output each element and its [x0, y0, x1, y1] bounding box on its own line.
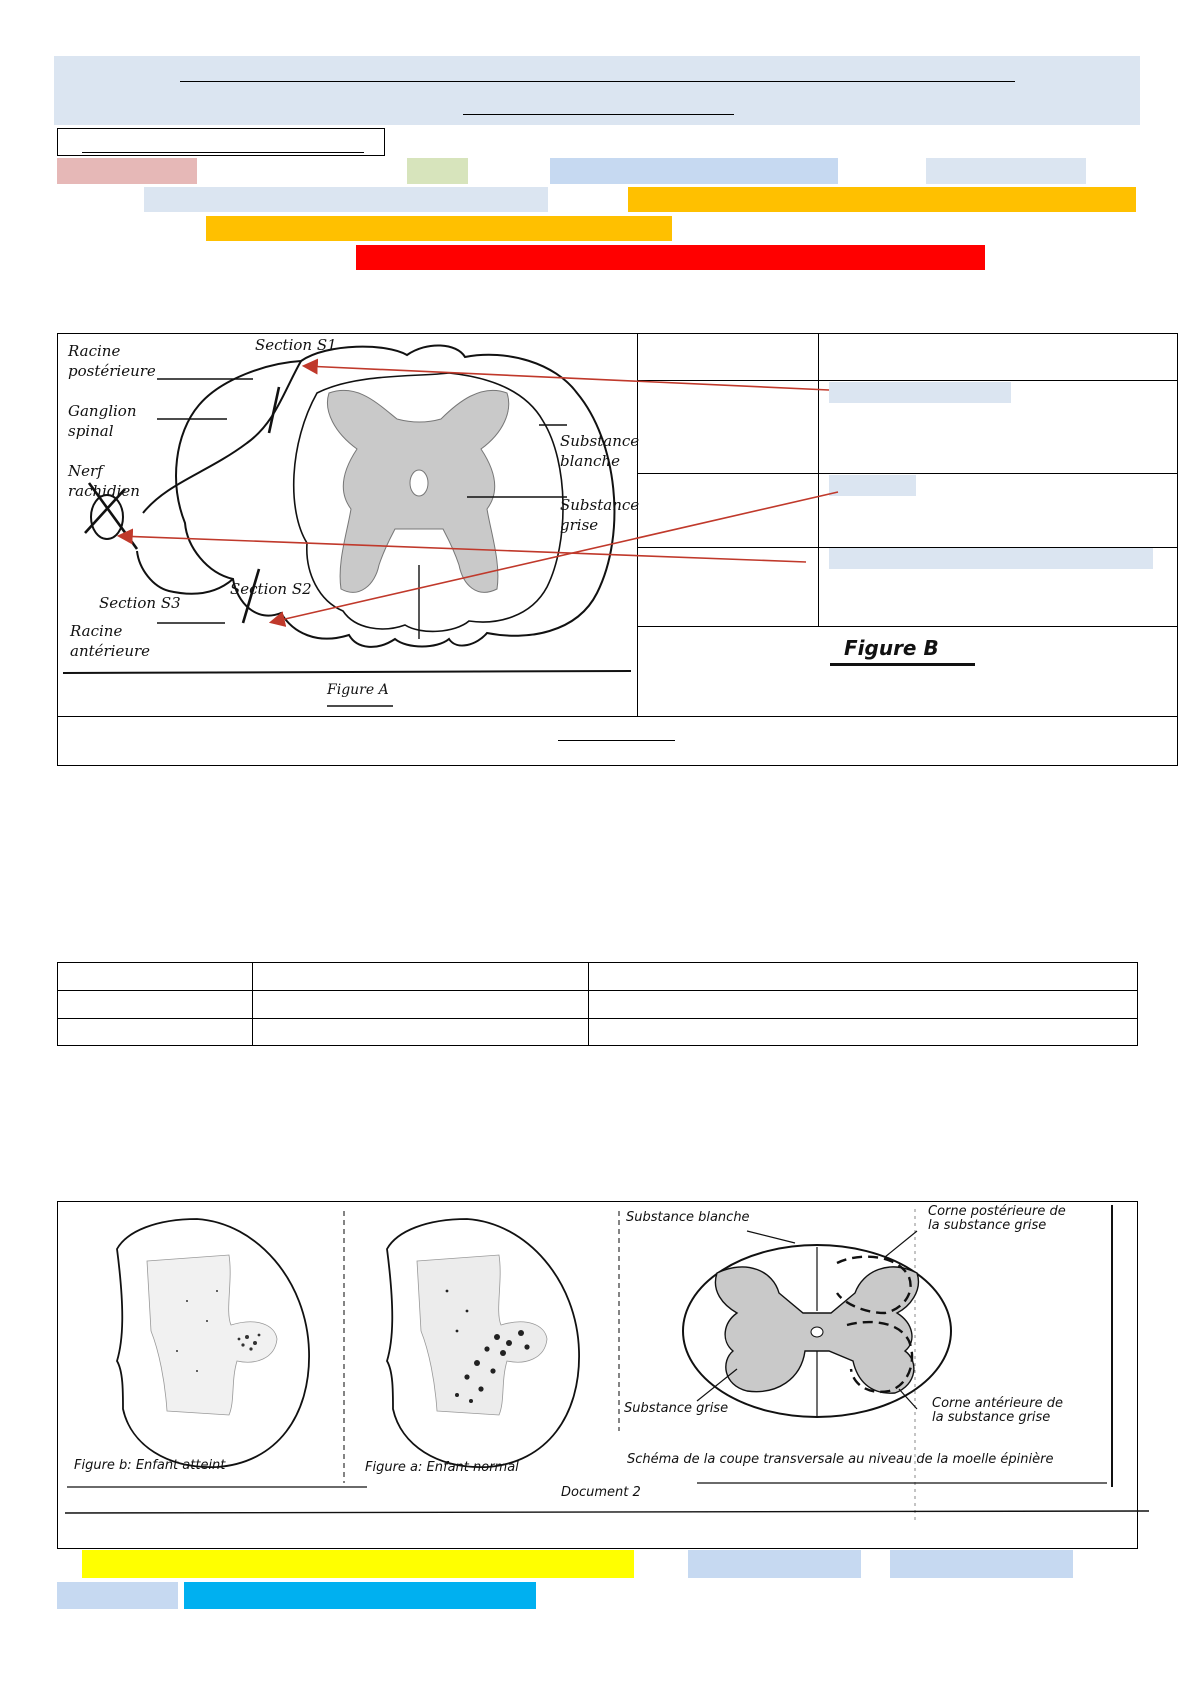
arrow-s2 [272, 492, 838, 622]
label-substance-grise-2: grise [560, 516, 599, 534]
schema-arrow-posterieure [885, 1231, 917, 1257]
answer-table-col-2 [588, 962, 589, 1046]
figure-b-label: Figure B [844, 636, 939, 660]
label-substance-grise-1: Substance [560, 496, 640, 514]
schema-canal [811, 1327, 823, 1337]
highlight-pale-blue-bottom [57, 1582, 178, 1609]
label-ganglion-2: spinal [68, 422, 114, 440]
doc2-label-corne-posterieure-1: Corne postérieure de [928, 1204, 1066, 1219]
doc2-label-corne-anterieure-2: la substance grise [932, 1410, 1051, 1425]
label-nerf-2: rachidien [68, 482, 140, 500]
doc2-label-substance-grise: Substance grise [624, 1401, 729, 1416]
highlight-blue-bottom-1 [688, 1550, 861, 1578]
grey-b [147, 1255, 277, 1415]
doc2-label-substance-blanche: Substance blanche [626, 1210, 750, 1225]
doc2-label-document: Document 2 [561, 1485, 641, 1500]
answer-table-row-2 [57, 1018, 1138, 1019]
label-ganglion-1: Ganglion [68, 402, 137, 420]
answer-table [57, 962, 1138, 1046]
highlight-blue-bottom-2 [890, 1550, 1073, 1578]
label-racine-anterieure-1: Racine [70, 622, 123, 640]
arrow-s1 [305, 366, 829, 390]
schema-arrow-anterieure [899, 1389, 917, 1409]
label-section-s3: Section S3 [99, 594, 181, 612]
label-substance-blanche-2: blanche [560, 452, 620, 470]
doc2-label-corne-posterieure-2: la substance grise [928, 1218, 1047, 1233]
label-racine-anterieure-2: antérieure [70, 642, 151, 660]
answer-table-col-1 [252, 962, 253, 1046]
doc2-label-schema: Schéma de la coupe transversale au niveau de la moelle épinière [627, 1452, 1054, 1467]
label-section-s2: Section S2 [230, 580, 312, 598]
highlight-cyan-bottom [184, 1582, 536, 1609]
label-section-s1: Section S1 [255, 336, 337, 354]
label-figure-a: Figure A [327, 682, 389, 698]
arrow-s3 [120, 536, 806, 562]
doc2-label-figure-b: Figure b: Enfant atteint [74, 1458, 226, 1473]
highlight-yellow-bottom [82, 1550, 634, 1578]
label-substance-blanche-1: Substance [560, 432, 640, 450]
doc2-baseline [65, 1511, 1149, 1513]
doc2-label-figure-a: Figure a: Enfant normal [365, 1460, 519, 1475]
answer-table-row-1 [57, 990, 1138, 991]
label-racine-posterieure-2: postérieure [68, 362, 156, 380]
label-racine-posterieure-1: Racine [68, 342, 121, 360]
label-nerf-1: Nerf [68, 462, 103, 480]
schema-arrow-blanche [747, 1231, 795, 1243]
doc2-label-corne-anterieure-1: Corne antérieure de [932, 1396, 1063, 1411]
